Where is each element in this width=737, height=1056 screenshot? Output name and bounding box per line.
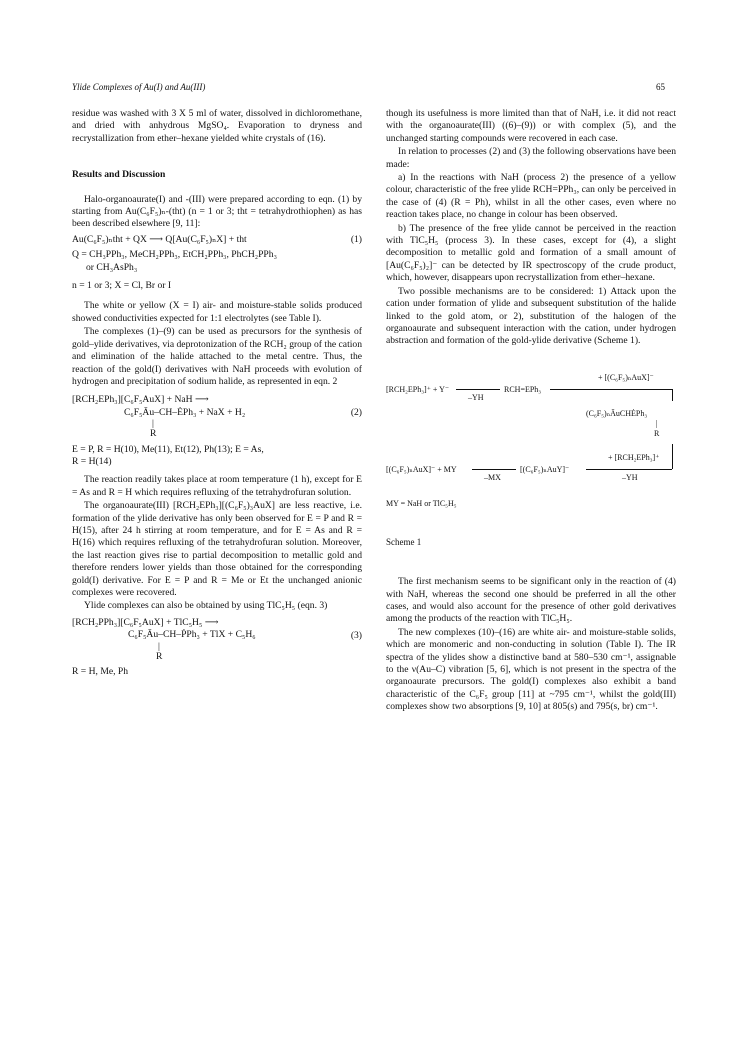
- equation-1-definitions: [72, 249, 362, 292]
- scheme-arrow: [456, 389, 500, 390]
- equation-2-definitions: [72, 444, 362, 469]
- definition-line: E = P, R = H(10), Me(11), Et(12), Ph(13); E = As,: [72, 443, 264, 455]
- definition-line: R = H, Me, Ph: [72, 666, 129, 678]
- scheme-arrow: [672, 444, 673, 469]
- running-header: [72, 82, 665, 96]
- page-number: 65: [656, 82, 665, 92]
- equation-number: (3): [350, 629, 362, 641]
- paragraph: In relation to processes (2) and (3) the following observations have been made:: [386, 146, 676, 170]
- equation-line: [RCH₂EPh₃][C₆F₅AuX] + NaH ⟶: [72, 394, 209, 406]
- equation-line: C₆F₅Āu–CH–ĖPh₃ + NaX + H₂: [124, 406, 246, 418]
- paragraph: The complexes (1)–(9) can be used as precursors for the synthesis of gold–ylide derivatives, via deprotonization of the RCH₂ group of the cation and elimination of the halide attached to the metal centre. Thus, the reaction of the gold(I) derivatives with NaH proceeds with evolution of hydrogen and precipitation of sodium halide, as represented in eqn. 2: [72, 326, 362, 387]
- equation-1: [72, 234, 362, 246]
- equation-line: |: [152, 418, 154, 430]
- section-heading: Results and Discussion: [72, 169, 166, 181]
- scheme-note: MY = NaH or TlC₅H₅: [386, 498, 457, 508]
- paragraph: though its usefulness is more limited than that of NaH, i.e. it did not react with the organoaurate(III) ((6)–(9)) or with complex (5), and the unchanged starting compounds were recovered in each case.: [386, 108, 676, 144]
- paragraph: a) In the reactions with NaH (process 2) the presence of a yellow colour, characteristic of the free ylide RCH=PPh₃, can only be perceived in the case of (4) (R = Ph), whilst in all the other cases, even where no reaction takes place, no change in colour has been observed.: [386, 172, 676, 221]
- scheme-arrow-label: –YH: [468, 392, 484, 402]
- scheme-reactant: [(C₆F₅)ₙAuX]⁻ + MY: [386, 464, 457, 474]
- paragraph: The first mechanism seems to be significant only in the reaction of (4) with NaH, whereas the second one should be preferred in all the other cases, and would also account for the presence of other gold derivatives among the products of the reaction with TlC₅H₅.: [386, 576, 676, 625]
- scheme-product-substituent: R: [654, 428, 660, 438]
- scheme-arrow: [586, 469, 672, 470]
- paragraph: Halo-organoaurate(I) and -(III) were prepared according to eqn. (1) by starting from Au(C₆F₅)ₙ-(tht) (n = 1 or 3; tht = tetrahydrothiophen) as has been described elsewhere [9, 11]:: [72, 193, 362, 230]
- equation-line: C₆F₅Āu–CH–ṖPh₃ + TlX + C₅H₆: [128, 629, 256, 641]
- equation-line: |: [158, 640, 160, 652]
- paragraph: The white or yellow (X = I) air- and moisture-stable solids produced showed conductivities expected for 1:1 electrolytes (see Table I).: [72, 300, 362, 324]
- equation-number: (2): [350, 407, 362, 419]
- scheme-1: [386, 372, 676, 526]
- scheme-intermediate: [(C₆F₅)ₙAuY]⁻: [520, 464, 570, 474]
- paragraph: b) The presence of the free ylide cannot be perceived in the reaction with TlC₅H₅ (process 3). In these cases, except for (4), a slight decomposition to metallic gold and formation of a small amount of [Au(C₆F₅)₂]⁻ can be detected by IR spectroscopy of the crude product, which, however, disappears upon recrystallization from ether–hexane.: [386, 222, 676, 284]
- definition-line: or CH₃AsPh₃: [86, 261, 138, 273]
- paragraph: Two possible mechanisms are to be considered: 1) Attack upon the cation under formation of ylide and subsequent substitution of the halide linked to the gold atom, or 2), substitution of the halogen of the organoaurate and subsequent interaction with the cation, under hydrogen abstraction and formation of the gold-ylide derivative (Scheme 1).: [386, 285, 676, 347]
- paragraph: The new complexes (10)–(16) are white air- and moisture-stable solids, which are monomeric and non-conducting in solution (Table I). The IR spectra of the ylides show a distinctive band at 580–530 cm⁻¹, assignable to the ν(Au–C) vibration [5, 6], which is not present in the spectra of the organoaurate precursors. The gold(I) complexes also exhibit a band characteristic of the C₆F₅ group [11] at ~795 cm⁻¹, whilst the gold(III) complexes show two absorptions [9, 10] at 805(s) and 795(s, br) cm⁻¹.: [386, 626, 676, 713]
- scheme-arrow-label: –YH: [622, 472, 638, 482]
- equation-text: Au(C₆F₅)ₙtht + QX ⟶ Q[Au(C₆F₅)ₙX] + tht: [72, 233, 247, 245]
- equation-2: [72, 394, 362, 440]
- scheme-arrow-label: + [(C₆F₅)ₙAuX]⁻: [598, 372, 654, 382]
- paragraph: The reaction readily takes place at room temperature (1 h), except for E = As and R = H which requires refluxing of the tetrahydrofuran solution.: [72, 474, 362, 498]
- scheme-arrow: [672, 389, 673, 401]
- scheme-arrow: [550, 389, 672, 390]
- equation-3: [72, 617, 362, 663]
- paragraph: The organoaurate(III) [RCH₂EPh₃][(C₆F₅)₃AuX] are less reactive, i.e. formation of the ylide derivative has only been observed for E = P and R = H(15), after 24 h stirring at room temperature, and for E = As and R = H(16) which requires refluxing of the tetrahydrofuran solution. Moreover, the last reaction gives rise to partial decomposition to metallic gold and therefore renders lower yields than those obtained for the corresponding gold(I) derivative. For E = P and R = Me or Et the unchanged anionic complexes were recovered.: [72, 500, 362, 598]
- scheme-product: (C₆F₅)ₙĀuCHĖPh₃: [586, 408, 648, 418]
- right-column: [386, 108, 676, 715]
- definition-line: R = H(14): [72, 455, 112, 467]
- paragraph: residue was washed with 3 X 5 ml of water, dissolved in dichloromethane, and dried with anhydrous MgSO₄. Evaporation to dryness and recrystallization from ether–hexane yielded white crystals of (16).: [72, 108, 362, 144]
- equation-line: R: [150, 428, 157, 440]
- scheme-intermediate: RCH=EPh₃: [504, 384, 542, 394]
- equation-number: (1): [350, 233, 362, 245]
- left-column: [72, 108, 362, 681]
- equation-line: R: [156, 650, 163, 662]
- definition-line: Q = CH₃PPh₃, MeCH₂PPh₃, EtCH₂PPh₃, PhCH₂PPh₃: [72, 249, 277, 261]
- scheme-arrow-label: + [RCH₂EPh₃]⁺: [608, 452, 660, 462]
- scheme-product-bond: |: [656, 418, 658, 428]
- scheme-caption: Scheme 1: [386, 536, 422, 547]
- paragraph: Ylide complexes can also be obtained by using TlC₅H₅ (eqn. 3): [84, 600, 328, 612]
- definition-line: n = 1 or 3; X = Cl, Br or I: [72, 280, 172, 292]
- scheme-arrow-label: –MX: [484, 472, 501, 482]
- running-title: Ylide Complexes of Au(I) and Au(III): [72, 82, 206, 92]
- scheme-reactant: [RCH₂EPh₃]⁺ + Y⁻: [386, 384, 450, 394]
- equation-3-definitions: [72, 666, 362, 678]
- equation-line: [RCH₂PPh₃][C₆F₅AuX] + TlC₅H₅ ⟶: [72, 616, 219, 628]
- scheme-arrow: [472, 469, 516, 470]
